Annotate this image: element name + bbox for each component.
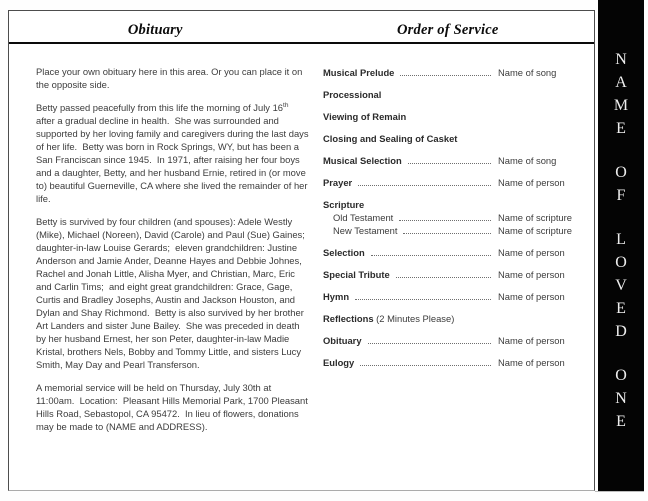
obituary-paragraph: A memorial service will be held on Thursday, July 30th at 11:00am. Location: Pleasant Hills Memorial Park, 1700 Pleasant Hills Road, Sebastopol, CA 95472. In lieu of flowers, donations may be made to (NAME and ADDRESS). [36,382,311,432]
banner-letter: A [615,74,627,91]
banner-word [598,228,644,343]
program-page [8,10,595,491]
obituary-paragraph: Betty passed peacefully from this life the morning of July 16th after a gradual decline in health. She was surrounded and supported by her loving family and caregivers during the last days of her life. Betty was born in Rock Springs, WY, but has been a San Franciscan since 1945. In 1971, after raising her four boys and a daughter, Betty, and her husband Ernie, retired in (or move to) beautiful Guerneville, CA where she lived the remainder of her life. [36,101,312,204]
order-of-service-item [323,268,582,281]
order-of-service-list [323,66,582,369]
order-item-label: Special Tribute [323,269,390,280]
dotted-leader [368,334,491,344]
banner-letter: E [616,300,626,317]
order-of-service-item [323,110,582,123]
header-left-cell [9,11,302,42]
order-item-label: Prayer [323,177,353,188]
page-bottom-edge [595,491,644,492]
order-item-label: Musical Selection [323,155,402,166]
order-item-label: Old Testament [333,212,394,223]
order-item-label: Processional [323,89,382,100]
page-content [9,44,594,443]
order-of-service-item [323,211,582,224]
order-item-label: Eulogy [323,357,355,368]
banner-word [598,48,644,140]
order-item-placeholder: Name of scripture [498,212,572,223]
order-of-service-item [323,88,582,101]
order-item-placeholder: Name of scripture [498,225,572,236]
banner-letter: F [616,187,626,204]
order-of-service-item [323,132,582,145]
dotted-leader [408,154,491,164]
obituary-column [9,44,315,443]
banner-letter: E [616,413,626,430]
order-item-label: Musical Prelude [323,67,395,78]
obituary-paragraph: Betty is survived by four children (and spouses): Adele Westly (Mike), Michael (Noreen), David (Carole) and Paul (Sue) Gaines; daughter-in-law Louise Gerards; eleven grandchildren: Justine Anderson and Jamie Ander, Deanne Hayes and Debbie Johnes, Rachel and Jonah Little, Alisha Myer, and Christian, Marc, Eric and Carlin Tims; and eight great grandchildren: Grace, Gage, Curtis and Bradley Josephs, Austin and Jackson Houston, and Dylan and Shay Richmond. Betty is also survived by her brother Art Landers and sister June Bailey. She was preceded in death by her husband Ernest, her son Peter, daughter-in-law Madie Kristal, brothers Nels, Bobby and Tommy Little, and sisters Lucy Smith, May Day and Pearl Transferson. [36,216,311,370]
dotted-leader [355,290,491,300]
order-of-service-item [323,176,582,189]
order-item-label: Obituary [323,335,362,346]
order-item-label: Viewing of Remain [323,111,407,122]
loved-one-name-banner [598,0,644,491]
order-of-service-item [323,198,582,211]
order-item-placeholder: Name of song [498,155,557,166]
banner-letter: O [615,367,627,384]
dotted-leader [371,246,491,256]
order-of-service-item [323,246,582,259]
banner-letter: O [615,164,627,181]
order-item-label: Closing and Sealing of Casket [323,133,458,144]
order-of-service-column [315,44,594,378]
order-of-service-title: Order of Service [397,22,499,38]
order-item-label: Reflections [323,313,374,324]
dotted-leader [396,268,491,278]
dotted-leader [358,176,491,186]
banner-letter: N [615,390,627,407]
order-of-service-item [323,356,582,369]
banner-letter: D [615,323,627,340]
banner-letter: V [615,277,627,294]
order-item-placeholder: Name of song [498,67,557,78]
banner-letter: M [613,97,629,114]
order-item-placeholder: Name of person [498,335,565,346]
banner-letter: O [615,254,627,271]
order-item-label: Hymn [323,291,350,302]
order-item-note: (2 Minutes Please) [373,313,455,324]
banner-letter: L [616,231,626,248]
dotted-leader [403,224,491,234]
obituary-paragraph: Place your own obituary here in this area. Or you can place it on the opposite side. [36,66,305,90]
order-item-placeholder: Name of person [498,177,565,188]
order-item-placeholder: Name of person [498,247,565,258]
obituary-title: Obituary [127,22,183,38]
order-item-label: New Testament [333,225,398,236]
dotted-leader [360,356,491,366]
page-header [9,11,594,44]
banner-letter: N [615,51,627,68]
banner-letter: E [616,120,626,137]
order-item-label: Selection [323,247,365,258]
banner-word [598,364,644,433]
header-right-cell [302,11,595,42]
order-of-service-item [323,66,582,79]
order-of-service-item [323,154,582,167]
order-of-service-item [323,290,582,303]
order-item-label: Scripture [323,199,365,210]
order-item-placeholder: Name of person [498,269,565,280]
dotted-leader [400,66,491,76]
order-of-service-item [323,312,582,325]
order-of-service-item [323,224,582,237]
order-item-placeholder: Name of person [498,291,565,302]
banner-word [598,161,644,207]
obituary-text [36,65,312,433]
order-item-placeholder: Name of person [498,357,565,368]
order-of-service-item [323,334,582,347]
dotted-leader [399,211,491,221]
